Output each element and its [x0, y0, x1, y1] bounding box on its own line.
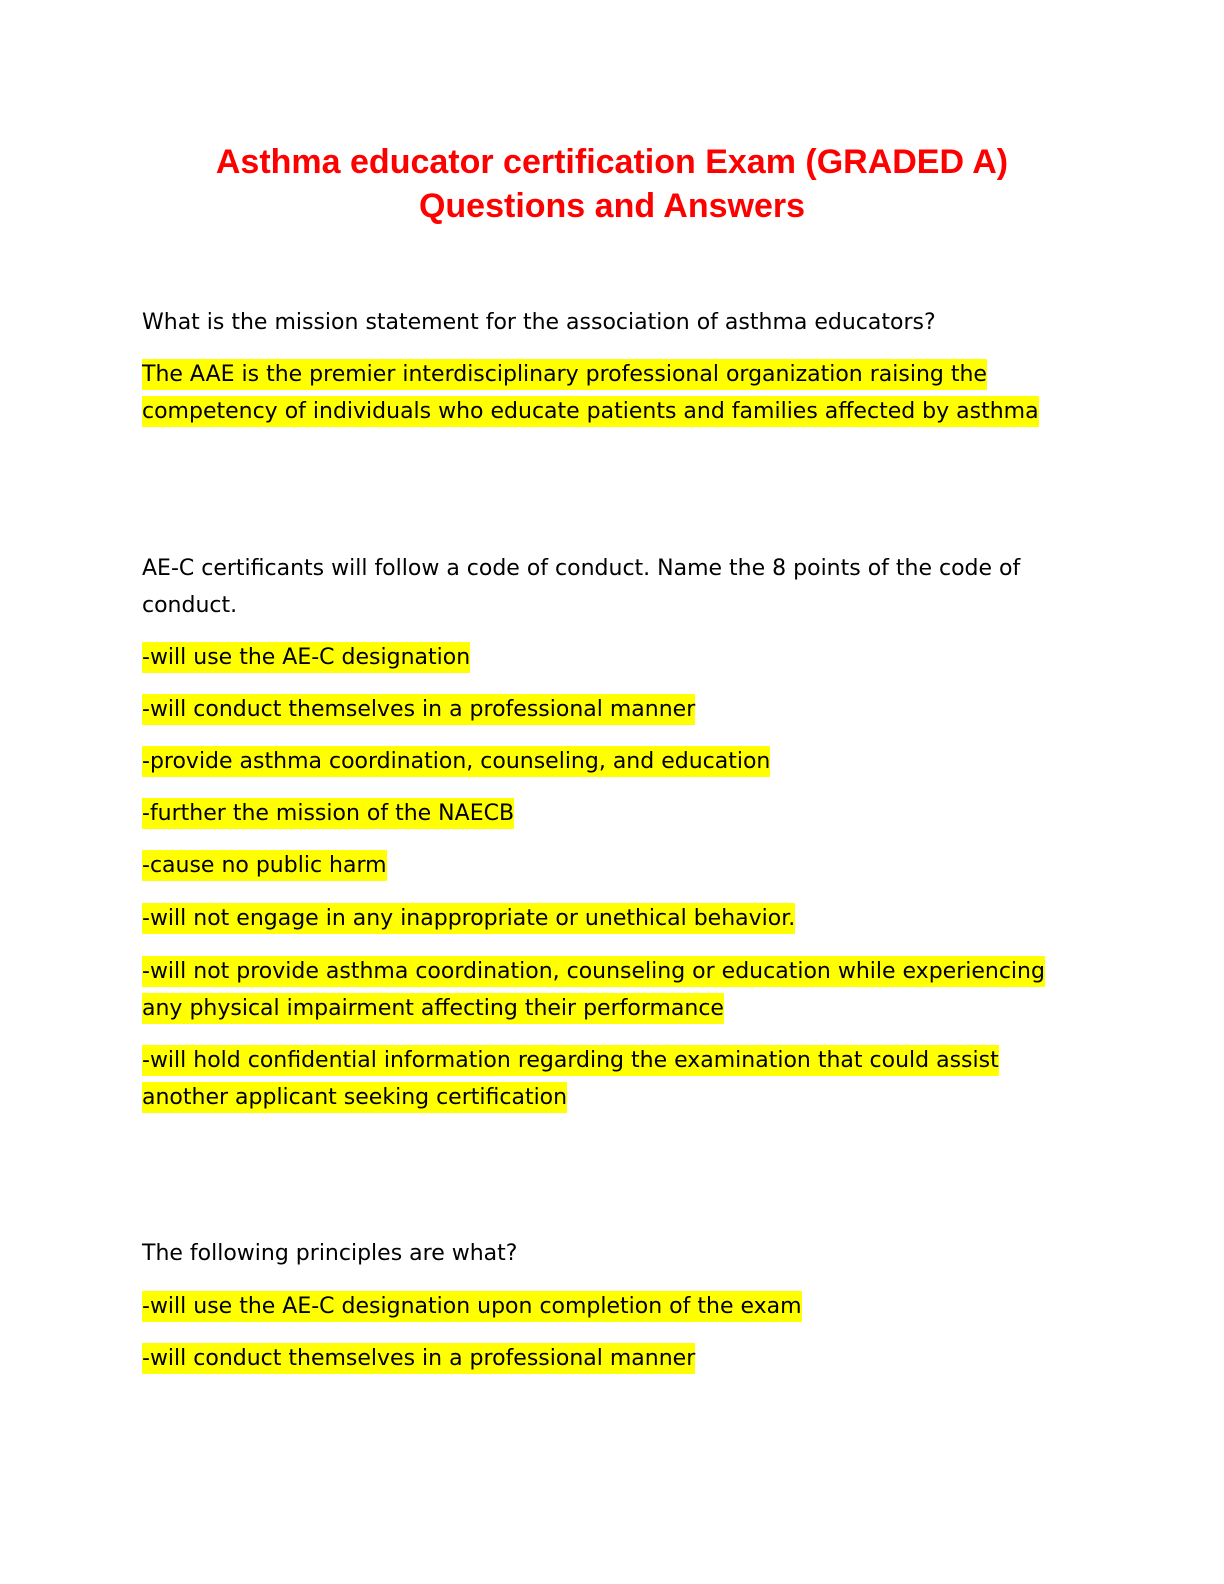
- answer-item: -will not provide asthma coordination, counseling or education while experiencing any physical impairment affecting their performance: [142, 956, 1045, 1024]
- list-item: [142, 953, 1082, 1027]
- answer-item: -cause no public harm: [142, 850, 387, 881]
- list-item: [142, 847, 1077, 884]
- question-text: AE-C certificants will follow a code of conduct. Name the 8 points of the code of conduct.: [142, 556, 1021, 618]
- title-line-1: Asthma educator certification Exam (GRADED A): [215, 143, 1009, 181]
- question-text: The following principles are what?: [142, 1241, 518, 1266]
- answer-item: -will use the AE-C designation: [142, 642, 470, 673]
- list-item: [142, 795, 1077, 832]
- list-item: [142, 639, 1077, 676]
- answer-item: -will hold confidential information regarding the examination that could assist another applicant seeking certification: [142, 1045, 999, 1113]
- question-text: What is the mission statement for the association of asthma educators?: [142, 310, 936, 335]
- answer-item: -will conduct themselves in a professional manner: [142, 694, 695, 725]
- list-item: [142, 743, 1077, 780]
- answer-item: -provide asthma coordination, counseling, and education: [142, 746, 770, 777]
- answer-text: The AAE is the premier interdisciplinary professional organization raising the competency of individuals who educate patients and families affected by asthma: [142, 359, 1039, 427]
- document-title: [0, 140, 1224, 228]
- list-item: [142, 1340, 1077, 1377]
- answer-item: -will not engage in any inappropriate or unethical behavior.: [142, 903, 795, 934]
- answer-item: -further the mission of the NAECB: [142, 798, 514, 829]
- list-item: [142, 900, 1077, 937]
- answer-item: -will conduct themselves in a professional manner: [142, 1343, 695, 1374]
- list-item: [142, 1042, 1042, 1116]
- list-item: [142, 1288, 1077, 1325]
- qa-block-1: [142, 304, 1077, 341]
- list-item: [142, 691, 1077, 728]
- answer-item: -will use the AE-C designation upon completion of the exam: [142, 1291, 802, 1322]
- title-line-2: Questions and Answers: [418, 187, 806, 225]
- qa-block-2: [142, 550, 1052, 624]
- qa-block-3: [142, 1235, 1077, 1272]
- answer-block-1: [142, 356, 1077, 430]
